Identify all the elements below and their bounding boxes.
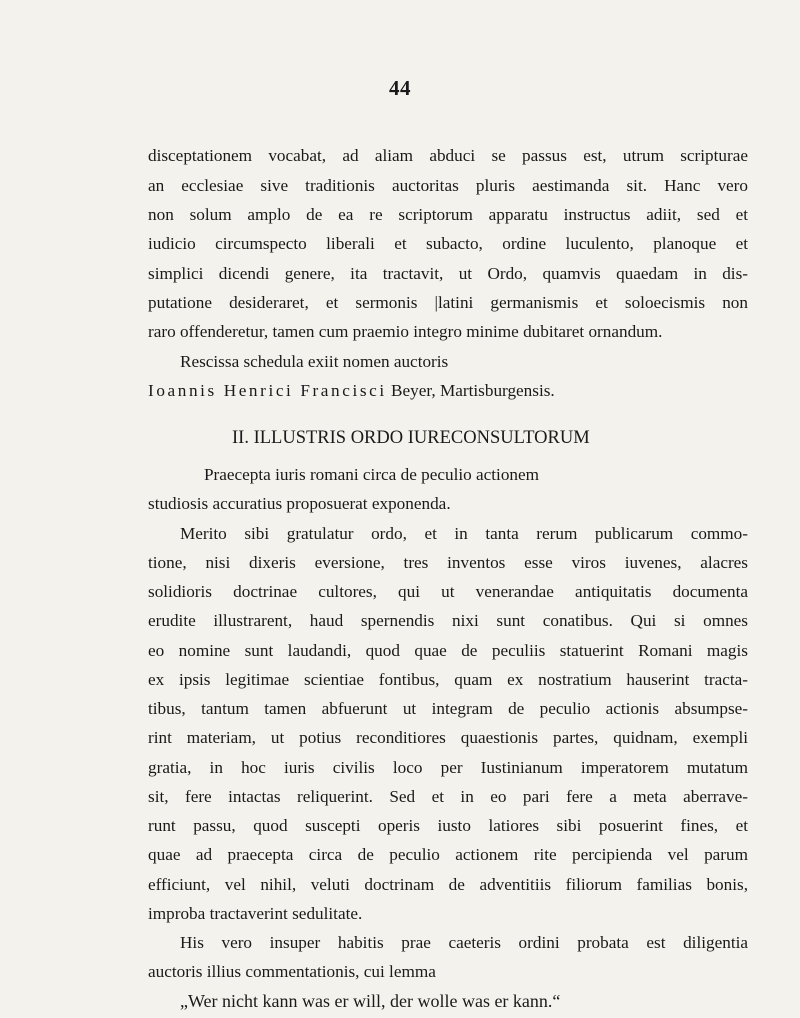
paragraph-1-line-4: iudicio circumspecto liberali et subacto, ordine luculento, planoque et (148, 234, 748, 253)
author-rest: Beyer, Martisburgensis. (391, 381, 555, 400)
paragraph-2-line-12: quae ad praecepta circa de peculio actionem rite percipienda vel parum (148, 845, 748, 864)
paragraph-2-line-14: improba tractaverint sedulitate. (148, 904, 363, 923)
author-line (148, 381, 748, 401)
page-number: 44 (389, 76, 411, 100)
paragraph-1-line-2: an ecclesiae sive traditionis auctoritas pluris aestimanda sit. Hanc vero (148, 176, 748, 195)
paragraph-2-line-4: erudite illustrarent, haud spernendis nixi sunt conatibus. Qui si omnes (148, 611, 748, 630)
lemma: „Wer nicht kann was er will, der wolle was er kann.“ (180, 991, 561, 1011)
paragraph-2-line-7: tibus, tantum tamen abfuerunt ut integram de peculio actionis absumpse- (148, 699, 748, 718)
paragraph-2-line-10: sit, fere intactas reliquerint. Sed et in eo pari fere a meta aberrave- (148, 787, 748, 806)
praecepta-line-1: Praecepta iuris romani circa de peculio actionem (204, 465, 540, 484)
praecepta-line-2: studiosis accuratius proposuerat exponenda. (148, 494, 451, 513)
paragraph-3-line-1: His vero insuper habitis prae caeteris ordini probata est diligentia (180, 933, 748, 952)
section-heading: II. ILLUSTRIS ORDO IURECONSULTORUM (232, 428, 590, 448)
paragraph-2-line-3: solidioris doctrinae cultores, qui ut venerandae antiquitatis documenta (148, 582, 748, 601)
paragraph-3-line-2: auctoris illius commentationis, cui lemma (148, 962, 436, 981)
schedula-line: Rescissa schedula exiit nomen auctoris (180, 352, 449, 371)
paragraph-2-line-5: eo nomine sunt laudandi, quod quae de peculiis statuerint Romani magis (148, 641, 748, 660)
paragraph-1-line-1: disceptationem vocabat, ad aliam abduci se passus est, utrum scripturae (148, 146, 748, 165)
paragraph-1-line-7: raro offenderetur, tamen cum praemio integro minime dubitaret ornandum. (148, 322, 663, 341)
author-name: Ioannis Henrici Francisci (148, 381, 387, 400)
paragraph-1-line-5: simplici dicendi genere, ita tractavit, ut Ordo, quamvis quaedam in dis- (148, 264, 748, 283)
paragraph-2-line-13: efficiunt, vel nihil, veluti doctrinam de adventitiis filiorum familias bonis, (148, 875, 748, 894)
paragraph-1-line-6: putatione desideraret, et sermonis |latini germanismis et soloecismis non (148, 293, 748, 312)
paragraph-1-line-3: non solum amplo de ea re scriptorum apparatu instructus adiit, sed et (148, 205, 748, 224)
paragraph-2-line-8: rint materiam, ut potius reconditiores quaestionis partes, quidnam, exempli (148, 728, 748, 747)
paragraph-2-line-6: ex ipsis legitimae scientiae fontibus, quam ex nostratium hauserint tracta- (148, 670, 748, 689)
paragraph-2-line-11: runt passu, quod suscepti operis iusto latiores sibi posuerint fines, et (148, 816, 748, 835)
paragraph-2-line-9: gratia, in hoc iuris civilis loco per Iustinianum imperatorem mutatum (148, 758, 748, 777)
paragraph-2-line-1: Merito sibi gratulatur ordo, et in tanta rerum publicarum commo- (180, 524, 748, 543)
paragraph-2-line-2: tione, nisi dixeris eversione, tres inventos esse viros iuvenes, alacres (148, 553, 748, 572)
